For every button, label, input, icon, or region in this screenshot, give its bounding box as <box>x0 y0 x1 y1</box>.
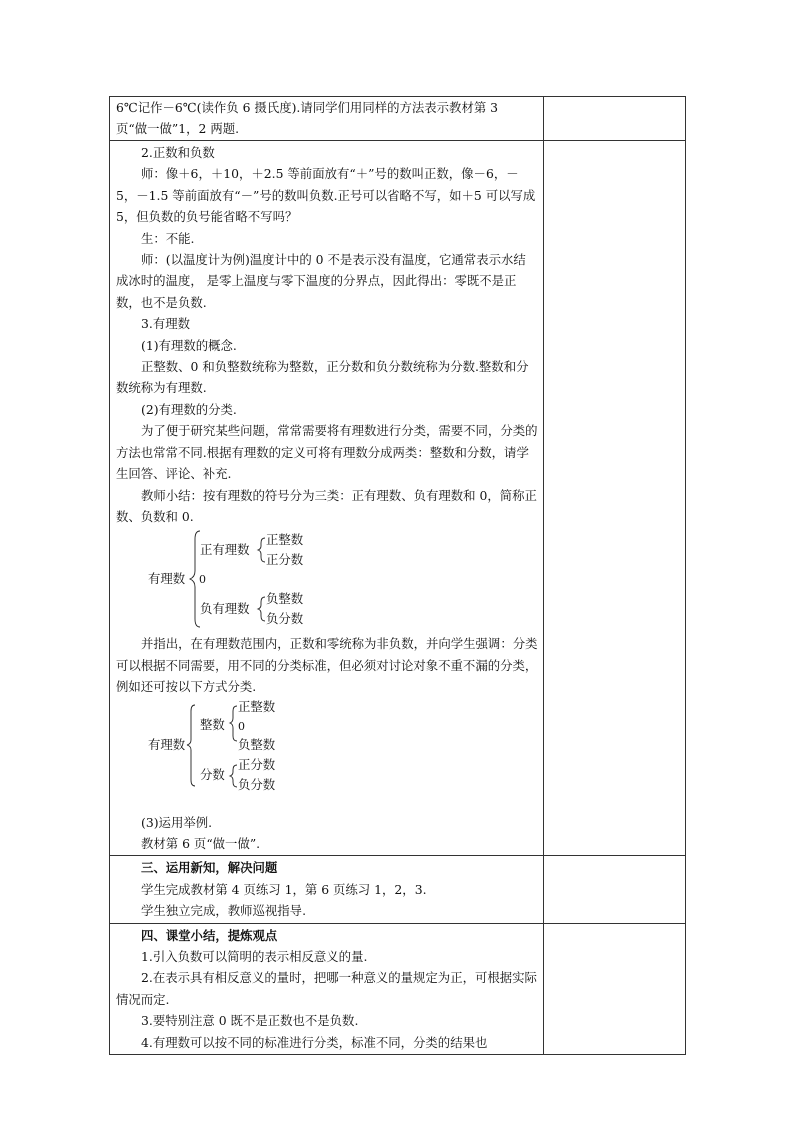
section-title: 四、课堂小结，提炼观点 <box>141 927 278 943</box>
tree-leaf: 正分数 <box>238 756 276 772</box>
paragraph: 学生完成教材第 4 页练习 1，第 6 页练习 1，2，3. <box>141 881 427 897</box>
paragraph: 学生独立完成，教师巡视指导. <box>141 903 307 919</box>
paragraph: 生：不能. <box>141 230 195 246</box>
tree-root: 有理数 <box>148 571 186 587</box>
tree-node: 0 <box>199 573 206 587</box>
paragraph: 正整数、0 和负整数统称为整数，正分数和负分数统称为分数.整数和分数统称为有理数. <box>116 359 529 396</box>
notes-cell <box>544 141 686 856</box>
classification-by-sign <box>116 527 538 633</box>
paragraph: 师：(以温度计为例)温度计中的 0 不是表示没有温度，它通常表示水结成冰时的温度， 是零上温度与零下温度的分界点，因此得出：零既不是正数，也不是负数. <box>116 252 526 310</box>
notes-cell <box>544 97 686 141</box>
content-cell <box>110 856 544 923</box>
tree-node: 正有理数 <box>200 542 250 558</box>
tree-node: 分数 <box>200 766 225 782</box>
table-row <box>110 141 686 856</box>
paragraph: 2.在表示具有相反意义的量时，把哪一种意义的量规定为正，可根据实际情况而定. <box>116 970 537 1007</box>
paragraph: 教材第 6 页“做一做”. <box>141 835 261 851</box>
tree-node: 负有理数 <box>200 601 250 617</box>
subsection-title: (1)有理数的概念. <box>141 337 237 353</box>
table-row <box>110 856 686 923</box>
classification-by-definition <box>116 698 538 812</box>
paragraph: 教师小结：按有理数的符号分为三类：正有理数、负有理数和 0，简称正数、负数和 0. <box>116 487 537 524</box>
section-title: 3.有理数 <box>141 316 190 332</box>
paragraph: 4.有理数可以按不同的标准进行分类，标准不同，分类的结果也 <box>141 1034 488 1050</box>
tree-root: 有理数 <box>148 736 186 752</box>
paragraph: 并指出，在有理数范围内，正数和零统称为非负数，并向学生强调：分类可以根据不同需要，用不同的分类标准，但必须对讨论对象不重不漏的分类，例如还可按以下方式分类. <box>116 636 538 695</box>
tree-leaf: 正整数 <box>266 532 304 548</box>
paragraph: 为了便于研究某些问题，常常需要将有理数进行分类，需要不同，分类的方法也常常不同.根据有理数的定义可将有理数分成两类：整数和分数，请学生回答、评论、补充. <box>116 423 538 482</box>
table-row <box>110 923 686 1054</box>
content-cell <box>110 923 544 1054</box>
tree-leaf: 负分数 <box>266 611 304 627</box>
table-row <box>110 97 686 141</box>
tree-leaf: 负整数 <box>238 736 276 752</box>
section-title: 三、运用新知，解决问题 <box>141 860 278 876</box>
lesson-plan-table <box>109 96 686 1055</box>
paragraph: 师：像＋6，＋10，＋2.5 等前面放有“＋”号的数叫正数，像－6，－5，－1.5 等前面放有“－”号的数叫负数.正号可以省略不写，如＋5 可以写成 5，但负数的负号能省略不写吗？ <box>116 166 536 225</box>
content-cell <box>110 141 544 856</box>
brace-lines <box>116 698 536 812</box>
content-cell <box>110 97 544 141</box>
row1-line2: 页“做一做”1，2 两题. <box>116 120 240 136</box>
subsection-title: (2)有理数的分类. <box>141 401 237 417</box>
notes-cell <box>544 923 686 1054</box>
tree-leaf: 正分数 <box>266 552 304 568</box>
tree-leaf: 0 <box>238 719 245 733</box>
tree-leaf: 负分数 <box>238 776 276 792</box>
tree-leaf: 正整数 <box>238 698 276 714</box>
tree-node: 整数 <box>200 716 225 732</box>
section-title: 2.正数和负数 <box>141 145 215 160</box>
row1-line1: 6℃记作－6℃(读作负 6 摄氏度).请同学们用同样的方法表示教材第 3 <box>116 100 499 115</box>
tree-leaf: 负整数 <box>266 591 304 607</box>
subsection-title: (3)运用举例. <box>141 814 213 830</box>
paragraph: 3.要特别注意 0 既不是正数也不是负数. <box>141 1013 359 1029</box>
notes-cell <box>544 856 686 923</box>
paragraph: 1.引入负数可以简明的表示相反意义的量. <box>141 948 368 964</box>
